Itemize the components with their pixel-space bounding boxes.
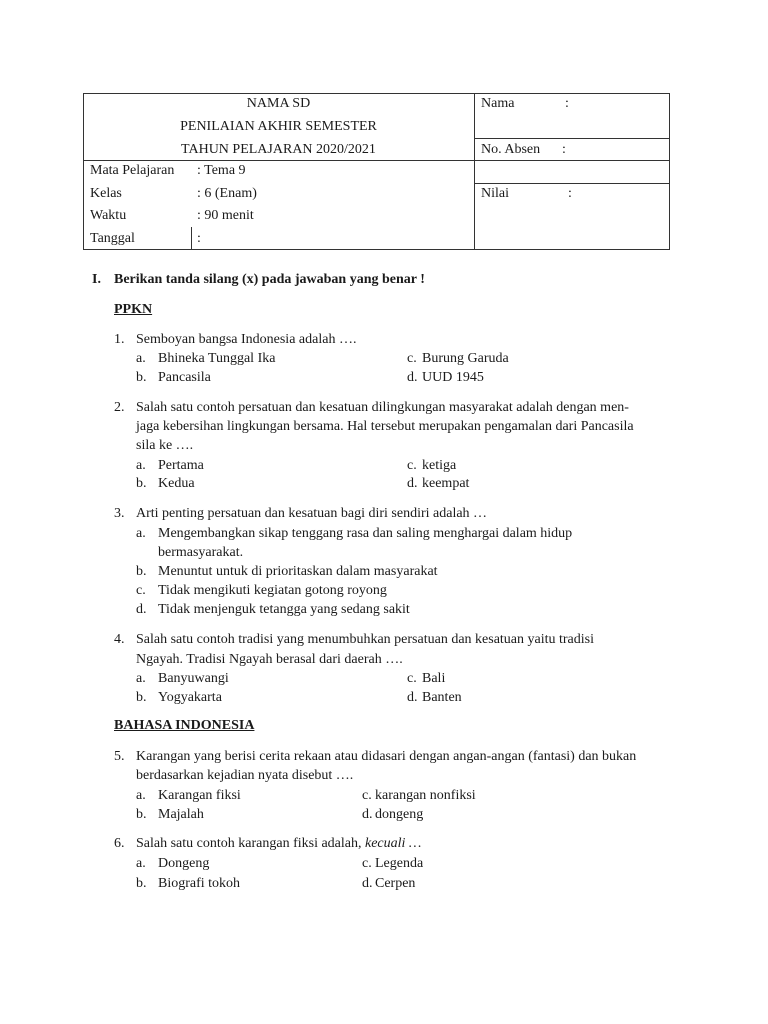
option-text: Kedua — [158, 476, 195, 491]
question-text: jaga kebersihan lingkungan bersama. Hal tersebut merupakan pengamalan dari Pancasila — [136, 419, 634, 434]
school-name: NAMA SD — [246, 96, 311, 111]
option-letter: c. — [407, 458, 417, 473]
option-letter: d. — [362, 876, 373, 891]
option-text: Tidak menjenguk tetangga yang sedang sakit — [158, 602, 410, 617]
instruction-number: I. — [92, 272, 101, 287]
table-cell-divider — [191, 227, 192, 250]
option-letter: a. — [136, 458, 146, 473]
option-letter: c. — [407, 671, 417, 686]
option-text: Legenda — [375, 856, 424, 871]
absen-label: No. Absen — [481, 142, 541, 157]
option-letter: b. — [136, 807, 147, 822]
field-label: Waktu — [90, 208, 127, 223]
section-title: BAHASA INDONESIA — [114, 718, 255, 733]
question-text: Salah satu contoh tradisi yang menumbuhkan persatuan dan kesatuan yaitu tradisi — [136, 632, 594, 647]
question-text-main: Salah satu contoh karangan fiksi adalah, — [136, 836, 365, 851]
option-text: Bali — [422, 671, 446, 686]
option-letter: d. — [136, 602, 147, 617]
field-value: : Tema 9 — [197, 163, 246, 178]
question-number: 4. — [114, 632, 125, 647]
option-letter: d. — [362, 807, 373, 822]
question-number: 3. — [114, 506, 125, 521]
table-vertical-divider — [474, 93, 475, 250]
option-letter: b. — [136, 876, 147, 891]
option-letter: b. — [136, 564, 147, 579]
option-text: Tidak mengikuti kegiatan gotong royong — [158, 583, 387, 598]
option-letter: a. — [136, 671, 146, 686]
option-letter: d. — [407, 476, 418, 491]
instruction-text: Berikan tanda silang (x) pada jawaban yang benar ! — [114, 272, 425, 287]
question-number: 5. — [114, 749, 125, 764]
nama-colon: : — [565, 96, 569, 111]
nilai-label: Nilai — [481, 186, 509, 201]
question-number: 6. — [114, 836, 125, 851]
field-label: Kelas — [90, 186, 122, 201]
option-text: Banten — [422, 690, 462, 705]
field-label: Tanggal — [90, 231, 135, 246]
option-text: Pancasila — [158, 370, 211, 385]
question-number: 2. — [114, 400, 125, 415]
option-letter: c. — [362, 788, 372, 803]
question-text: sila ke …. — [136, 438, 194, 453]
section-title: PPKN — [114, 302, 153, 317]
table-divider — [474, 183, 670, 184]
question-text: Arti penting persatuan dan kesatuan bagi diri sendiri adalah … — [136, 506, 488, 521]
option-text: Majalah — [158, 807, 204, 822]
option-text: Pertama — [158, 458, 204, 473]
option-text: Yogyakarta — [158, 690, 222, 705]
option-letter: b. — [136, 690, 147, 705]
option-letter: a. — [136, 856, 146, 871]
option-text: bermasyarakat. — [158, 545, 244, 560]
option-letter: b. — [136, 370, 147, 385]
option-letter: a. — [136, 788, 146, 803]
option-text: Banyuwangi — [158, 671, 229, 686]
field-value: : 6 (Enam) — [197, 186, 257, 201]
option-text: ketiga — [422, 458, 457, 473]
nama-label: Nama — [481, 96, 515, 111]
question-number: 1. — [114, 332, 125, 347]
table-divider — [474, 138, 670, 139]
question-text — [136, 835, 421, 853]
nilai-colon: : — [568, 186, 572, 201]
option-letter: c. — [407, 351, 417, 366]
option-letter: c. — [362, 856, 372, 871]
absen-colon: : — [562, 142, 566, 157]
question-text: Semboyan bangsa Indonesia adalah …. — [136, 332, 357, 347]
option-text: Cerpen — [375, 876, 416, 891]
option-text: keempat — [422, 476, 470, 491]
question-text: Ngayah. Tradisi Ngayah berasal dari daerah …. — [136, 652, 403, 667]
field-value: : 90 menit — [197, 208, 254, 223]
option-text: Menuntut untuk di prioritaskan dalam masyarakat — [158, 564, 438, 579]
option-letter: d. — [407, 690, 418, 705]
table-divider — [83, 160, 670, 161]
option-text: UUD 1945 — [422, 370, 484, 385]
school-year: TAHUN PELAJARAN 2020/2021 — [181, 142, 376, 157]
option-text: karangan nonfiksi — [375, 788, 476, 803]
question-text-italic: kecuali … — [364, 836, 422, 851]
question-text: Karangan yang berisi cerita rekaan atau didasari dengan angan-angan (fantasi) dan bukan — [136, 749, 637, 764]
field-value: : — [197, 231, 201, 246]
option-letter: a. — [136, 526, 146, 541]
question-text: berdasarkan kejadian nyata disebut …. — [136, 768, 354, 783]
option-letter: b. — [136, 476, 147, 491]
exam-title: PENILAIAN AKHIR SEMESTER — [180, 119, 377, 134]
option-text: Burung Garuda — [422, 351, 509, 366]
option-text: Biografi tokoh — [158, 876, 241, 891]
question-text: Salah satu contoh persatuan dan kesatuan dilingkungan masyarakat adalah dengan men- — [136, 400, 629, 415]
option-text: Dongeng — [158, 856, 210, 871]
option-text: Mengembangkan sikap tenggang rasa dan saling menghargai dalam hidup — [158, 526, 573, 541]
option-text: dongeng — [375, 807, 424, 822]
option-text: Bhineka Tunggal Ika — [158, 351, 276, 366]
option-letter: d. — [407, 370, 418, 385]
option-letter: c. — [136, 583, 146, 598]
field-label: Mata Pelajaran — [90, 163, 175, 178]
option-text: Karangan fiksi — [158, 788, 241, 803]
option-letter: a. — [136, 351, 146, 366]
